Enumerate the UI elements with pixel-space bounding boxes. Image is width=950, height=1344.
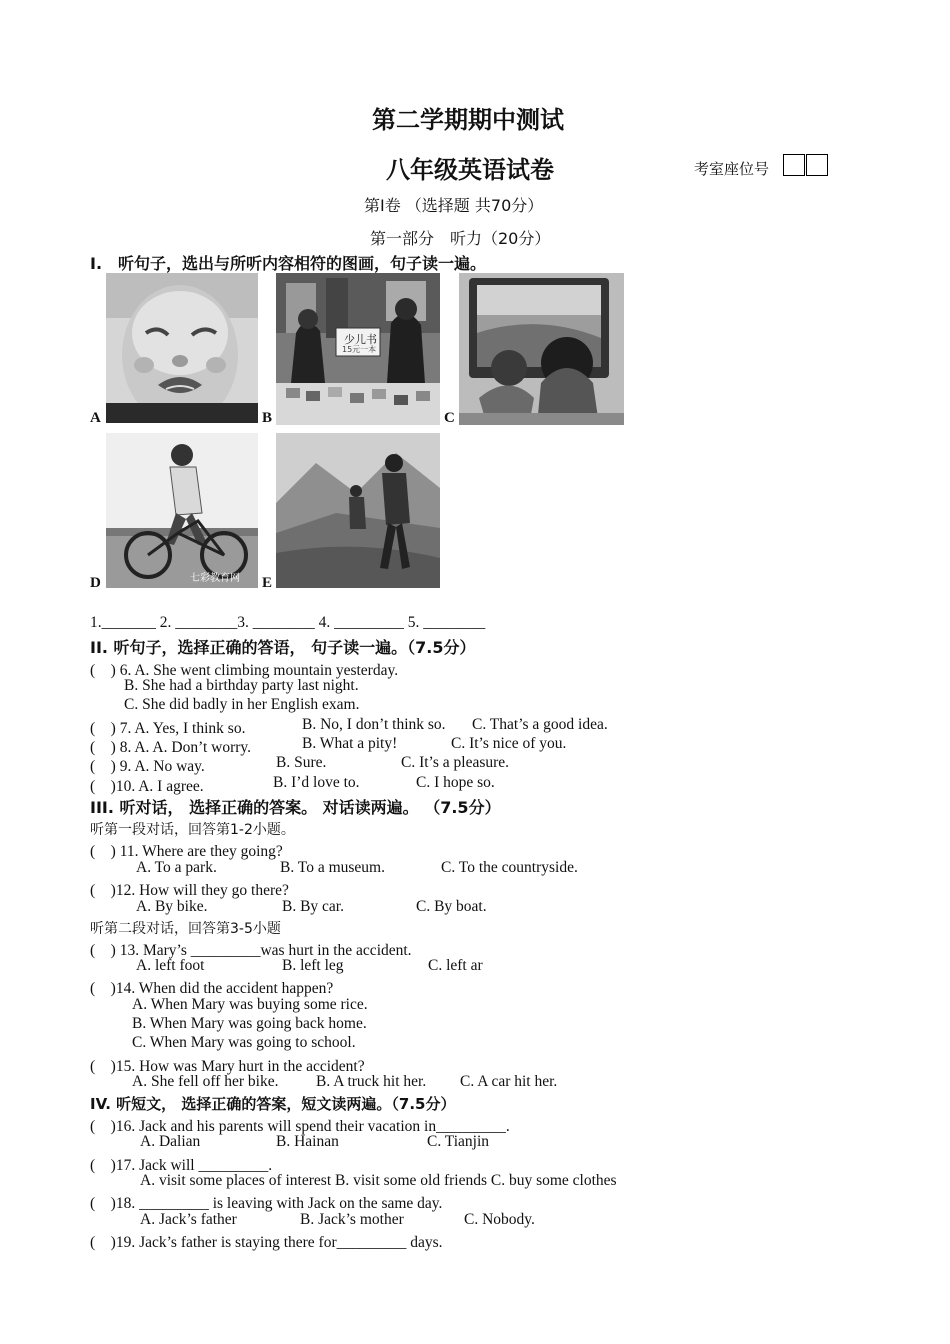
question-7: ( ) 7. A. Yes, I think so. xyxy=(90,720,246,737)
question-7-option-b: B. No, I don’t think so. xyxy=(302,716,446,733)
question-6: ( ) 6. A. She went climbing mountain yesterday. xyxy=(90,662,399,679)
question-13-option-b: B. left leg xyxy=(282,957,344,974)
question-15-option-a: A. She fell off her bike. xyxy=(132,1073,279,1090)
picture-label-e: E xyxy=(262,575,273,591)
picture-label-a: A xyxy=(90,410,101,426)
question-18-option-c: C. Nobody. xyxy=(464,1211,535,1228)
question-17: ( )17. Jack will _________. xyxy=(90,1157,273,1174)
bookstore-sign-text: 少儿书 xyxy=(344,333,377,346)
question-11-option-c: C. To the countryside. xyxy=(441,859,578,876)
bookstore-sign-price: 15元一本 xyxy=(342,345,377,354)
question-13: ( ) 13. Mary’s _________was hurt in the accident. xyxy=(90,942,412,959)
question-8-option-c: C. It’s nice of you. xyxy=(451,735,567,752)
question-14: ( )14. When did the accident happen? xyxy=(90,980,334,997)
question-8-option-b: B. What a pity! xyxy=(302,735,398,752)
question-16-option-c: C. Tianjin xyxy=(427,1133,490,1150)
question-18: ( )18. _________ is leaving with Jack on the same day. xyxy=(90,1195,443,1212)
image-watermark: 七彩教育网 xyxy=(190,573,240,584)
question-13-option-a: A. left foot xyxy=(136,957,205,974)
question-14-option-c: C. When Mary was going to school. xyxy=(132,1034,356,1051)
question-12-option-b: B. By car. xyxy=(282,898,344,915)
section1-heading: I. 听句子，选出与所听内容相符的图画，句子读一遍。 xyxy=(90,254,487,273)
kids-watching-tv-image xyxy=(459,273,624,425)
question-7-option-c: C. That’s a good idea. xyxy=(472,716,608,733)
question-14-option-a: A. When Mary was buying some rice. xyxy=(132,996,368,1013)
question-11: ( ) 11. Where are they going? xyxy=(90,843,283,860)
bookstore-image xyxy=(276,273,440,425)
volume-heading: 第I卷 （选择题 共70分） xyxy=(364,196,544,215)
question-19: ( )19. Jack’s father is staying there for_________ days. xyxy=(90,1234,443,1251)
dialogue1-note: 听第一段对话，回答第1-2小题。 xyxy=(90,822,295,838)
question-15: ( )15. How was Mary hurt in the accident? xyxy=(90,1058,365,1075)
exam-title: 第二学期期中测试 xyxy=(372,106,564,134)
section1-answer-line[interactable]: 1._______ 2. ________3. ________ 4. _________ 5. ________ xyxy=(90,614,486,631)
question-10: ( )10. A. I agree. xyxy=(90,778,204,795)
question-10-option-c: C. I hope so. xyxy=(416,774,495,791)
question-8: ( ) 8. A. A. Don’t worry. xyxy=(90,739,252,756)
question-12-option-c: C. By boat. xyxy=(416,898,487,915)
question-9-option-c: C. It’s a pleasure. xyxy=(401,754,510,771)
question-6-option-c: C. She did badly in her English exam. xyxy=(124,696,360,713)
question-10-option-b: B. I’d love to. xyxy=(273,774,360,791)
cyclist-image xyxy=(106,433,258,588)
seat-number-box-2[interactable] xyxy=(806,154,828,176)
question-13-option-c: C. left ar xyxy=(428,957,483,974)
picture-label-c: C xyxy=(444,410,455,426)
exam-subtitle: 八年级英语试卷 xyxy=(386,156,554,184)
part-heading: 第一部分 听力（20分） xyxy=(370,229,551,248)
question-12: ( )12. How will they go there? xyxy=(90,882,289,899)
question-15-option-c: C. A car hit her. xyxy=(460,1073,558,1090)
question-16-option-b: B. Hainan xyxy=(276,1133,339,1150)
picture-label-b: B xyxy=(262,410,273,426)
question-17-options: A. visit some places of interest B. visit some old friends C. buy some clothes xyxy=(140,1172,617,1189)
seat-number-box-1[interactable] xyxy=(783,154,805,176)
section4-heading: IV. 听短文， 选择正确的答案，短文读两遍。（7.5分） xyxy=(90,1095,456,1113)
question-9-option-b: B. Sure. xyxy=(276,754,327,771)
question-11-option-a: A. To a park. xyxy=(136,859,217,876)
question-9: ( ) 9. A. No way. xyxy=(90,758,205,775)
question-11-option-b: B. To a museum. xyxy=(280,859,385,876)
question-15-option-b: B. A truck hit her. xyxy=(316,1073,427,1090)
question-12-option-a: A. By bike. xyxy=(136,898,208,915)
picture-label-d: D xyxy=(90,575,101,591)
section2-heading: II. 听句子，选择正确的答语， 句子读一遍。（7.5分） xyxy=(90,638,476,657)
question-18-option-b: B. Jack’s mother xyxy=(300,1211,404,1228)
crying-baby-image xyxy=(106,273,258,423)
question-16: ( )16. Jack and his parents will spend their vacation in_________. xyxy=(90,1118,510,1135)
hikers-image xyxy=(276,433,440,588)
question-16-option-a: A. Dalian xyxy=(140,1133,201,1150)
dialogue2-note: 听第二段对话，回答第3-5小题 xyxy=(90,921,281,937)
seat-label: 考室座位号 xyxy=(694,160,770,178)
section3-heading: III. 听对话， 选择正确的答案。 对话读两遍。 （7.5分） xyxy=(90,798,501,817)
question-18-option-a: A. Jack’s father xyxy=(140,1211,237,1228)
question-14-option-b: B. When Mary was going back home. xyxy=(132,1015,367,1032)
question-6-option-b: B. She had a birthday party last night. xyxy=(124,677,359,694)
